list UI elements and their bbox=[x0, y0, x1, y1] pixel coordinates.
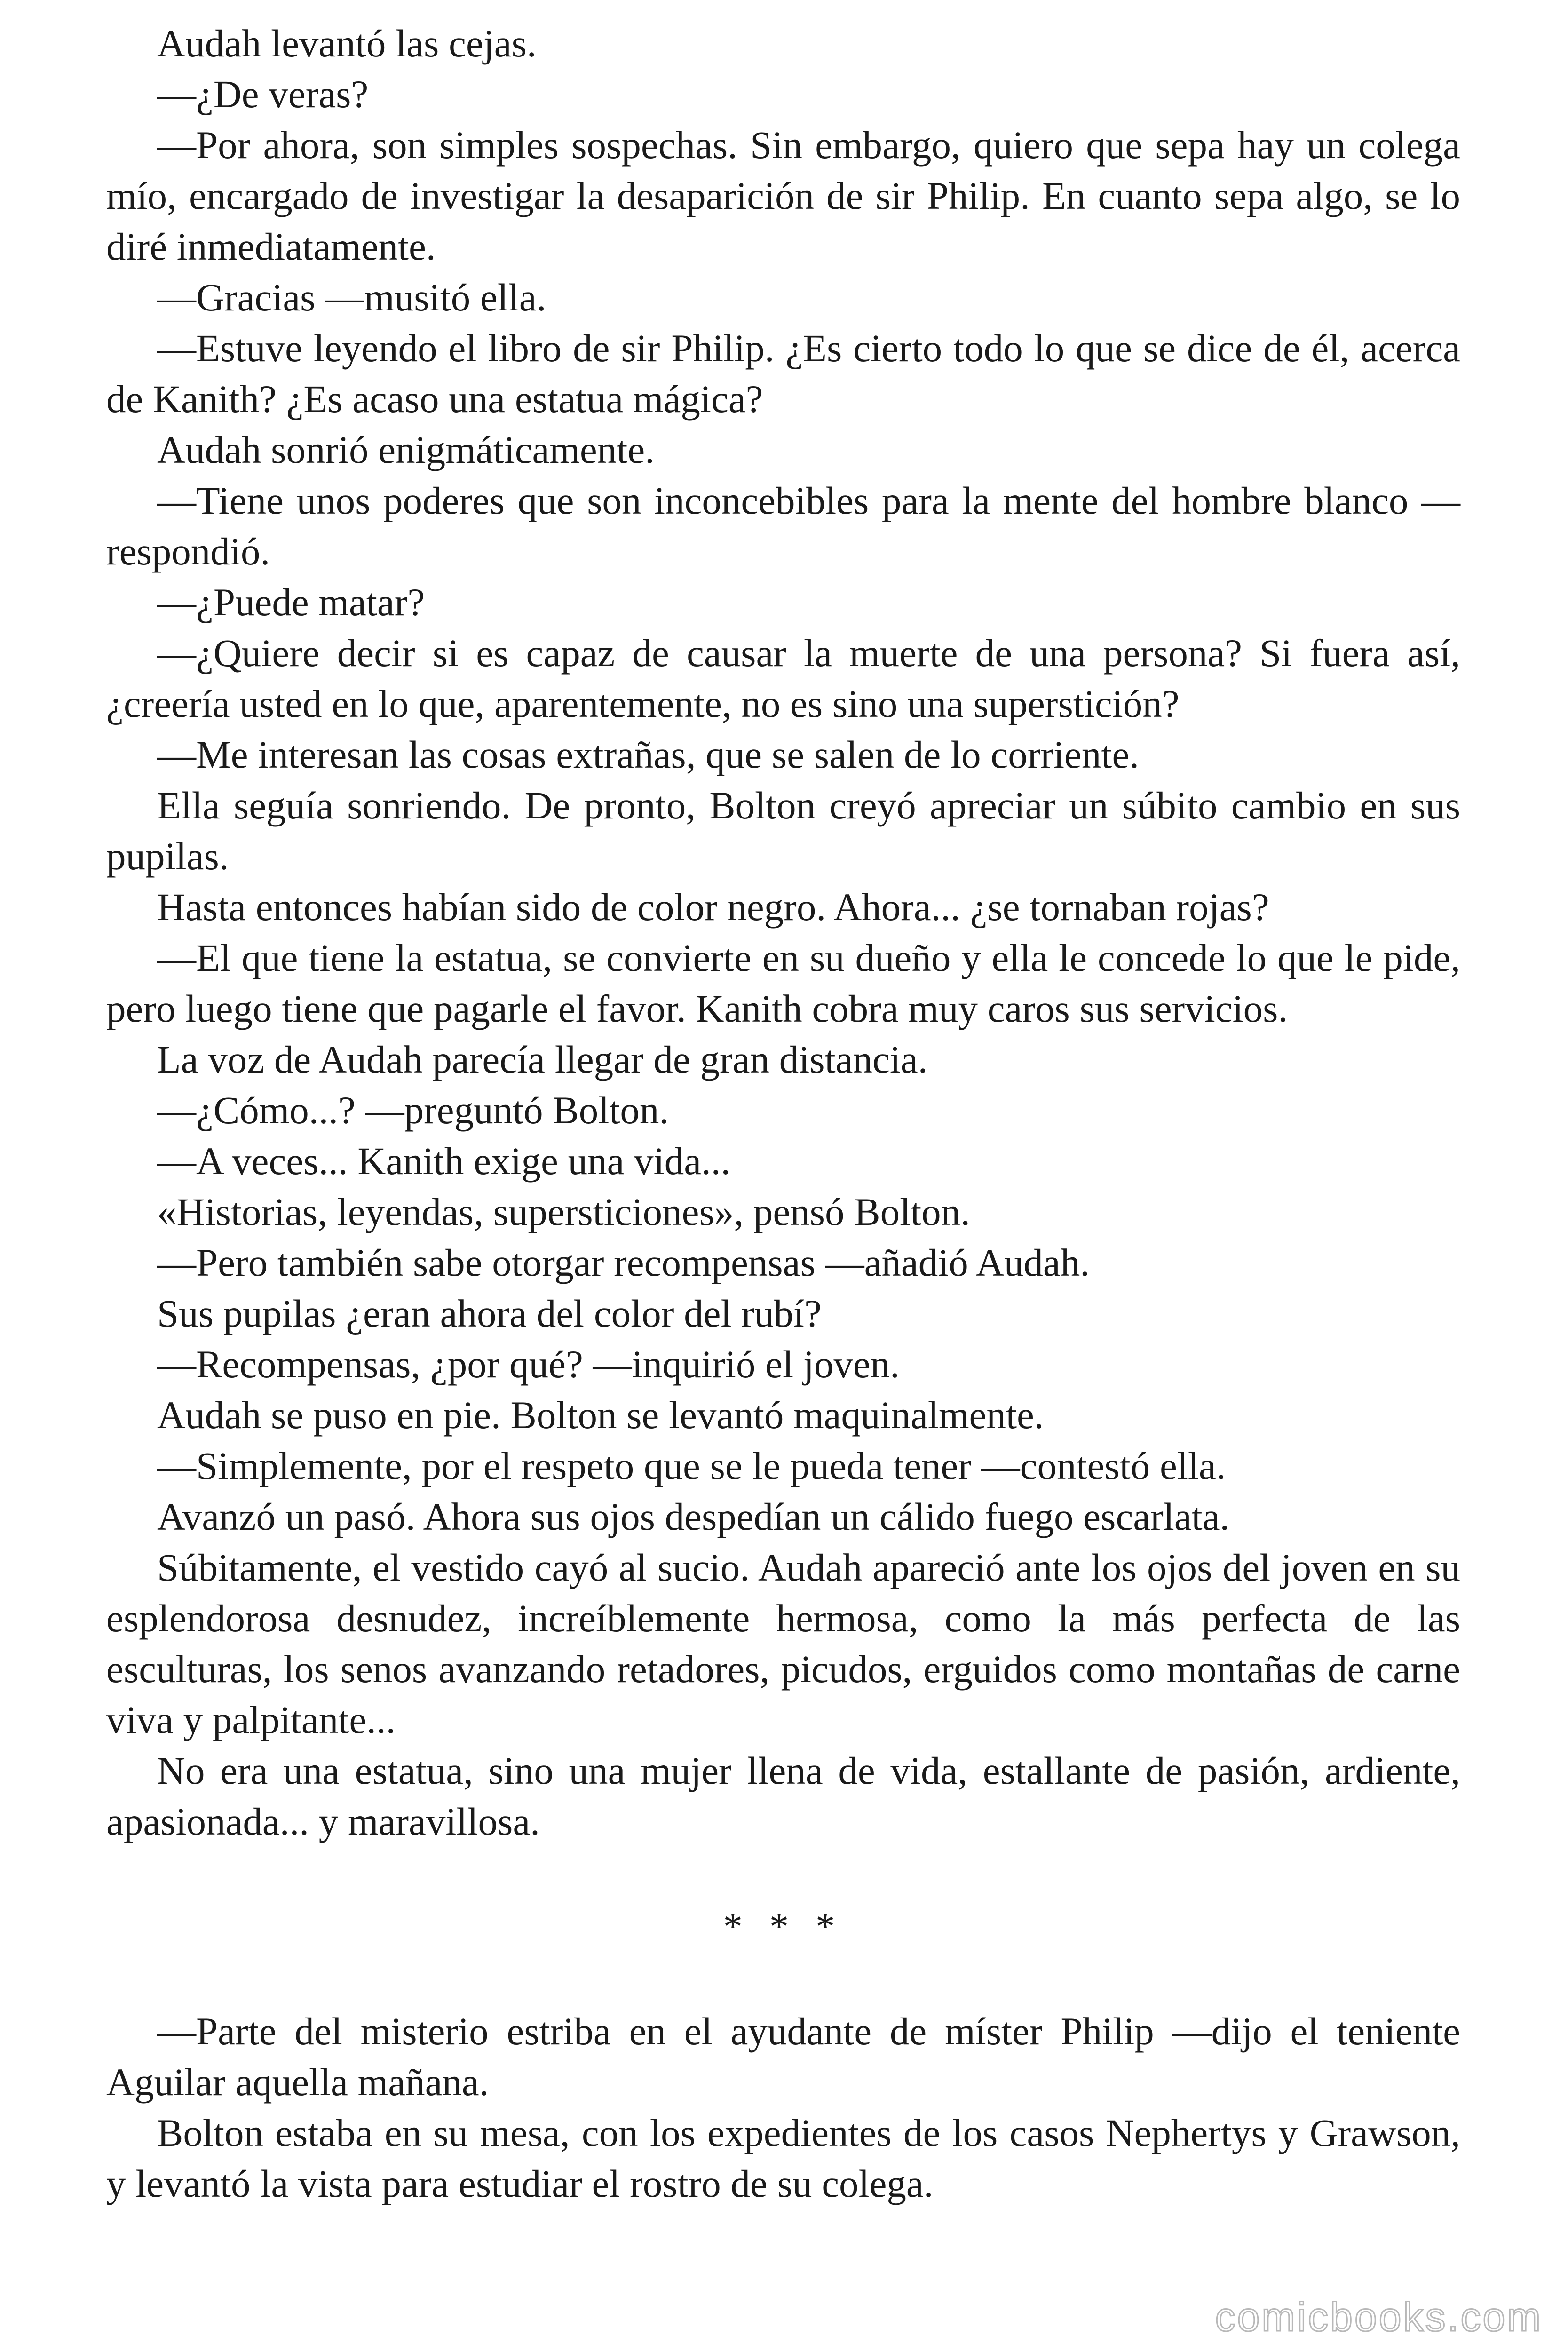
paragraph: No era una estatua, sino una mujer llena de vida, estallante de pasión, ardiente, apasionada... y maravillosa. bbox=[106, 1749, 1460, 1843]
section-separator: * * * bbox=[723, 1905, 844, 1948]
paragraph: —El que tiene la estatua, se convierte en su dueño y ella le concede lo que le pide, pero luego tiene que pagarle el favor. Kanith cobra muy caros sus servicios. bbox=[106, 936, 1460, 1030]
paragraph: —Gracias —musitó ella. bbox=[157, 276, 546, 319]
paragraph: —¿Puede matar? bbox=[157, 580, 425, 624]
paragraph: —Simplemente, por el respeto que se le pueda tener —contestó ella. bbox=[157, 1444, 1226, 1487]
paragraph: La voz de Audah parecía llegar de gran distancia. bbox=[157, 1038, 928, 1081]
paragraph: —A veces... Kanith exige una vida... bbox=[157, 1139, 731, 1183]
paragraph: —¿De veras? bbox=[157, 72, 369, 116]
paragraph: —Parte del misterio estriba en el ayudante de míster Philip —dijo el teniente Aguilar aquella mañana. bbox=[106, 2010, 1460, 2104]
paragraph: Audah sonrió enigmáticamente. bbox=[157, 428, 655, 471]
paragraph: Súbitamente, el vestido cayó al sucio. Audah apareció ante los ojos del joven en su esplendorosa desnudez, increíblemente hermosa, como la más perfecta de las esculturas, los senos avanzando retadores, picudos, erguidos como montañas de carne viva y palpitante... bbox=[106, 1546, 1460, 1741]
paragraph: —Recompensas, ¿por qué? —inquirió el joven. bbox=[157, 1343, 900, 1386]
paragraph: «Historias, leyendas, supersticiones», pensó Bolton. bbox=[157, 1190, 970, 1233]
paragraph: —Tiene unos poderes que son inconcebibles para la mente del hombre blanco —respondió. bbox=[106, 479, 1460, 573]
paragraph: Bolton estaba en su mesa, con los expedientes de los casos Nephertys y Grawson, y levantó la vista para estudiar el rostro de su colega. bbox=[106, 2111, 1460, 2205]
paragraph: —¿Quiere decir si es capaz de causar la muerte de una persona? Si fuera así, ¿creería usted en lo que, aparentemente, no es sino una superstición? bbox=[106, 631, 1460, 725]
paragraph: Audah levantó las cejas. bbox=[157, 22, 537, 65]
paragraph: Sus pupilas ¿eran ahora del color del rubí? bbox=[157, 1292, 822, 1335]
paragraph: Audah se puso en pie. Bolton se levantó maquinalmente. bbox=[157, 1393, 1044, 1437]
paragraph: —Me interesan las cosas extrañas, que se salen de lo corriente. bbox=[157, 733, 1140, 776]
watermark-text: comicbooks.com bbox=[1215, 2295, 1543, 2340]
paragraph: —Pero también sabe otorgar recompensas —añadió Audah. bbox=[157, 1241, 1090, 1284]
text-block-top bbox=[106, 18, 1460, 1847]
paragraph: Hasta entonces habían sido de color negro. Ahora... ¿se tornaban rojas? bbox=[157, 885, 1269, 929]
book-page bbox=[106, 18, 1460, 2209]
paragraph: —Por ahora, son simples sospechas. Sin embargo, quiero que sepa hay un colega mío, encargado de investigar la desaparición de sir Philip. En cuanto sepa algo, se lo diré inmediatamente. bbox=[106, 123, 1460, 268]
paragraph: —Estuve leyendo el libro de sir Philip. ¿Es cierto todo lo que se dice de él, acerca de Kanith? ¿Es acaso una estatua mágica? bbox=[106, 326, 1460, 421]
text-block-bottom bbox=[106, 2006, 1460, 2209]
paragraph: —¿Cómo...? —preguntó Bolton. bbox=[157, 1089, 669, 1132]
paragraph: Avanzó un pasó. Ahora sus ojos despedían un cálido fuego escarlata. bbox=[157, 1495, 1230, 1538]
paragraph: Ella seguía sonriendo. De pronto, Bolton creyó apreciar un súbito cambio en sus pupilas. bbox=[106, 784, 1460, 878]
